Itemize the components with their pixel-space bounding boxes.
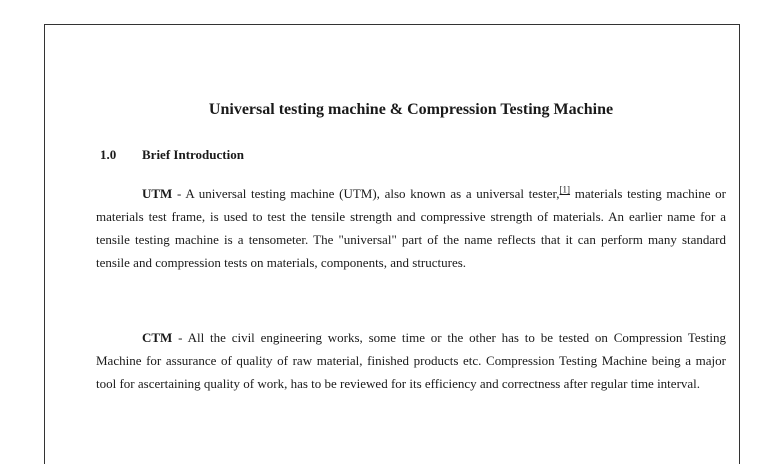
document-title: Universal testing machine & Compression Testing Machine <box>208 101 614 118</box>
section-number: 1.0 <box>100 147 117 162</box>
utm-separator: - <box>172 186 186 201</box>
utm-text-intro: A universal testing machine (UTM), also known as a universal tester, <box>185 186 560 201</box>
ctm-text: All the civil engineering works, some time or the other has to be tested on Compression Testing Machine for assurance of quality of raw material, finished products etc. Compression Testing Machine being a major tool for ascertaining quality of work, has to be reviewed for its efficiency and correctness after regular time interval. <box>96 330 726 391</box>
ctm-paragraph <box>96 326 726 395</box>
ctm-term: CTM <box>142 330 173 345</box>
utm-term: UTM <box>142 186 173 201</box>
ctm-separator: - <box>172 330 188 345</box>
citation-link[interactable]: [1] <box>559 184 571 195</box>
utm-paragraph <box>96 182 726 274</box>
section-heading <box>100 146 244 164</box>
section-title: Brief Introduction <box>142 147 244 162</box>
utm-text-body: materials testing machine or materials test frame, is used to test the tensile strength and compressive strength of materials. An earlier name for a tensile testing machine is a tensometer. The "universal" part of the name reflects that it can perform many standard tensile and compression tests on materials, components, and structures. <box>96 186 726 270</box>
